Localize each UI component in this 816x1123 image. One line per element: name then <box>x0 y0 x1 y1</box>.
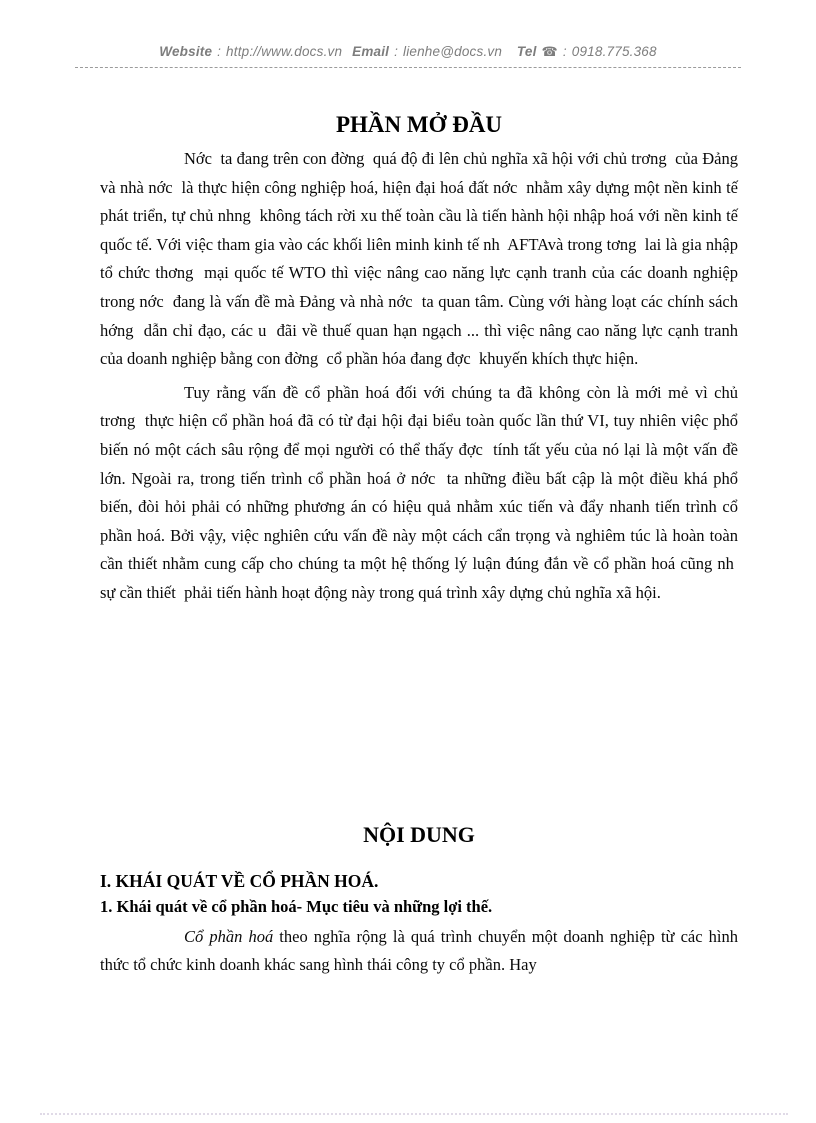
intro-paragraph-1: Nớc ta đang trên con đờng quá độ đi lên chủ nghĩa xã hội với chủ trơng của Đảng và nhà nớc là thực hiện công nghiệp hoá, hiện đại hoá đất nớc nhằm xây dựng một nền kinh tế phát triển, tự chủ nhng không tách rời xu thế toàn cầu là tiến hành hội nhập hoá với nền kinh tế quốc tế. Với việc tham gia vào các khối liên minh kinh tế nh AFTAvà trong tơng lai là gia nhập tổ chức thơng mại quốc tế WTO thì việc nâng cao năng lực cạnh tranh của các doanh nghiệp trong nớc đang là vấn đề mà Đảng và nhà nớc ta quan tâm. Cùng với hàng loạt các chính sách hớng dẫn chỉ đạo, các u đãi về thuế quan hạn ngạch ... thì việc nâng cao năng lực cạnh tranh của doanh nghiệp bằng con đờng cổ phần hóa đang đợc khuyến khích thực hiện. <box>100 149 738 369</box>
website-label: Website <box>159 44 213 59</box>
definition-paragraph <box>100 923 738 980</box>
header-divider <box>75 67 741 68</box>
page-title: PHẦN MỞ ĐẦU <box>335 112 503 137</box>
definition-term: Cổ phần hoá <box>184 926 274 946</box>
email-label: Email <box>352 44 390 59</box>
footer-divider <box>40 1113 788 1115</box>
content-heading: NỘI DUNG <box>363 821 475 847</box>
email-value: : lienhe@docs.vn <box>389 44 503 59</box>
page-header <box>0 44 816 60</box>
subsection-heading: 1. Khái quát về cổ phần hoá- Mục tiêu và những lợi thế. <box>100 896 493 916</box>
document-body <box>100 110 738 980</box>
definition-text: theo nghĩa rộng là quá trình chuyển một doanh nghiệp từ các hình thức tổ chức kinh doanh khác sang hình thái công ty cổ phần. Hay <box>100 926 738 975</box>
website-value: : http://www.docs.vn <box>212 44 343 59</box>
tel-label: Tel <box>516 44 537 59</box>
tel-value: : 0918.775.368 <box>557 44 657 59</box>
section-heading: I. KHÁI QUÁT VỀ CỔ PHẦN HOÁ. <box>100 870 379 891</box>
telephone-icon: ☎ <box>541 44 558 59</box>
intro-paragraph-2: Tuy rằng vấn đề cổ phần hoá đối với chúng ta đã không còn là mới mẻ vì chủ trơng thực hiện cổ phần hoá đã có từ đại hội đại biểu toàn quốc lần thứ VI, tuy nhiên việc phổ biến nó một cách sâu rộng để mọi người có thể thấy đợc tính tất yếu của nó lại là một vấn đề lớn. Ngoài ra, trong tiến trình cổ phần hoá ở nớc ta những điều bất cập là một điều khá phổ biến, đòi hỏi phải có những phương án có hiệu quả nhằm xúc tiến và đẩy nhanh tiến trình cổ phần hoá. Bởi vậy, việc nghiên cứu vấn đề này một cách cẩn trọng và nghiêm túc là hoàn toàn cần thiết nhằm cung cấp cho chúng ta một hệ thống lý luận đúng đắn về cổ phần hoá cũng nh sự cần thiết phải tiến hành hoạt động này trong quá trình xây dựng chủ nghĩa xã hội. <box>100 382 738 602</box>
